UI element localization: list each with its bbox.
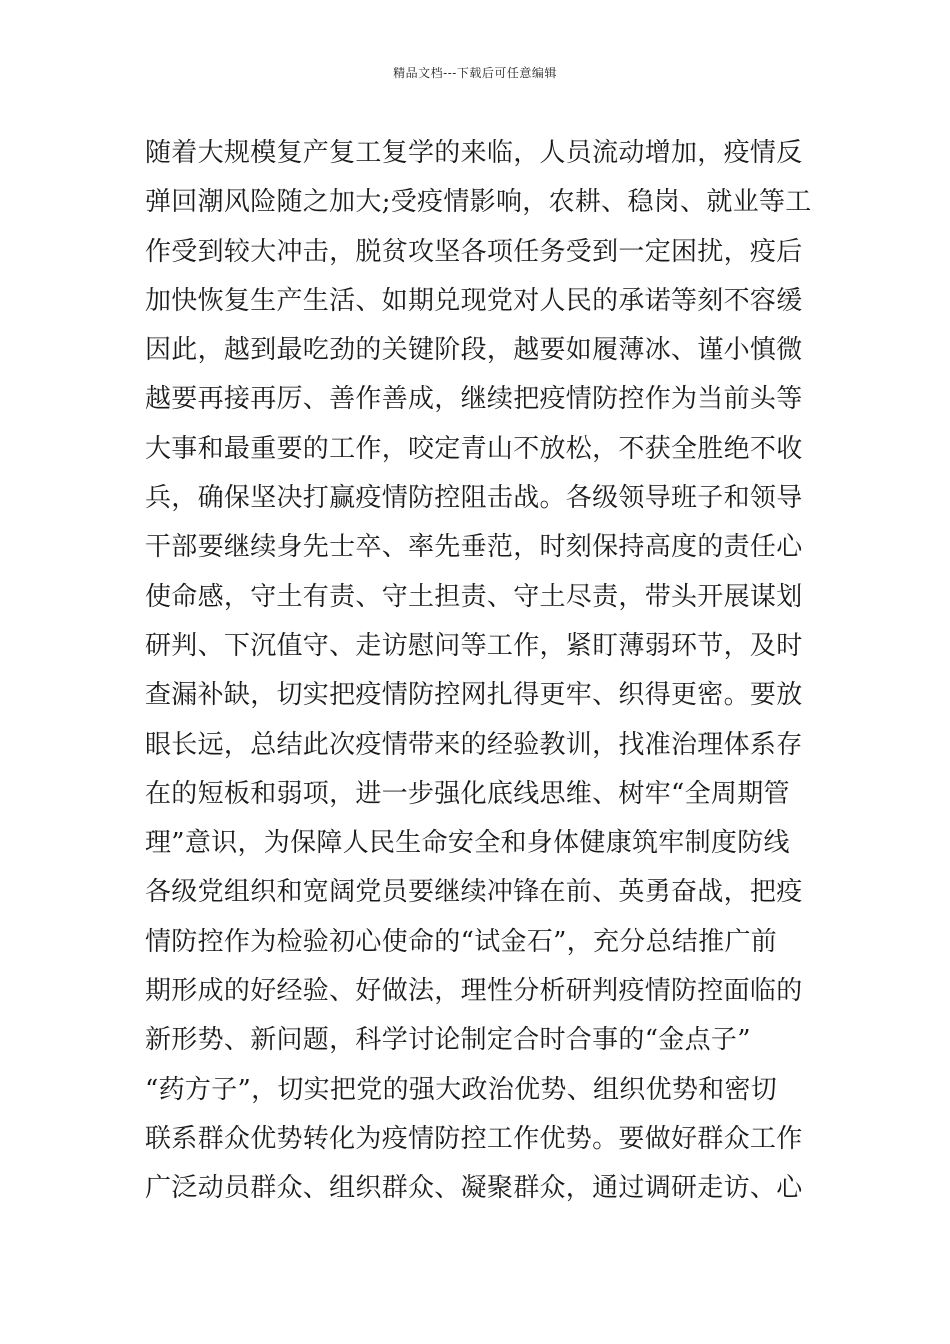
text-line: 兵，确保坚决打赢疫情防控阻击战。各级领导班子和领导 xyxy=(145,483,803,514)
text-line: 因此，越到最吃劲的关键阶段，越要如履薄冰、谨小慎微 xyxy=(145,335,803,366)
text-line: 广泛动员群众、组织群众、凝聚群众，通过调研走访、心 xyxy=(145,1173,803,1204)
text-line: 眼长远，总结此次疫情带来的经验教训，找准治理体系存 xyxy=(145,729,803,760)
text-line: 在的短板和弱项，进一步强化底线思维、树牢“全周期管 xyxy=(145,778,790,809)
document-body xyxy=(145,129,825,1214)
text-line: 查漏补缺，切实把疫情防控网扎得更牢、织得更密。要放 xyxy=(145,680,803,711)
text-line: 各级党组织和宽阔党员要继续冲锋在前、英勇奋战，把疫 xyxy=(145,877,803,908)
text-line: 新形势、新问题，科学讨论制定合时合事的“金点子” xyxy=(145,1025,751,1056)
text-line: 使命感，守土有责、守土担责、守土尽责，带头开展谋划 xyxy=(145,581,803,612)
text-line: 研判、下沉值守、走访慰问等工作，紧盯薄弱环节，及时 xyxy=(145,630,803,661)
text-line: “药方子”，切实把党的强大政治优势、组织优势和密切 xyxy=(145,1074,778,1105)
text-line: 作受到较大冲击，脱贫攻坚各项任务受到一定困扰，疫后 xyxy=(145,236,803,267)
text-line: 大事和最重要的工作，咬定青山不放松，不获全胜绝不收 xyxy=(145,433,803,464)
text-line: 情防控作为检验初心使命的“试金石”，充分总结推广前 xyxy=(145,926,778,957)
text-line: 期形成的好经验、好做法，理性分析研判疫情防控面临的 xyxy=(145,976,803,1007)
text-line: 联系群众优势转化为疫情防控工作优势。要做好群众工作 xyxy=(145,1123,803,1154)
text-line: 随着大规模复产复工复学的来临，人员流动增加，疫情反 xyxy=(145,138,803,168)
text-line: 越要再接再厉、善作善成，继续把疫情防控作为当前头等 xyxy=(145,384,803,415)
text-line: 干部要继续身先士卒、率先垂范，时刻保持高度的责任心 xyxy=(145,532,803,563)
text-line: 加快恢复生产生活、如期兑现党对人民的承诺等刻不容缓 xyxy=(145,285,803,316)
page-header: 精品文档---下载后可任意编辑 xyxy=(393,66,557,80)
text-line: 弹回潮风险随之加大;受疫情影响，农耕、稳岗、就业等工 xyxy=(145,187,812,218)
text-line: 理”意识，为保障人民生命安全和身体健康筑牢制度防线 xyxy=(145,828,790,859)
